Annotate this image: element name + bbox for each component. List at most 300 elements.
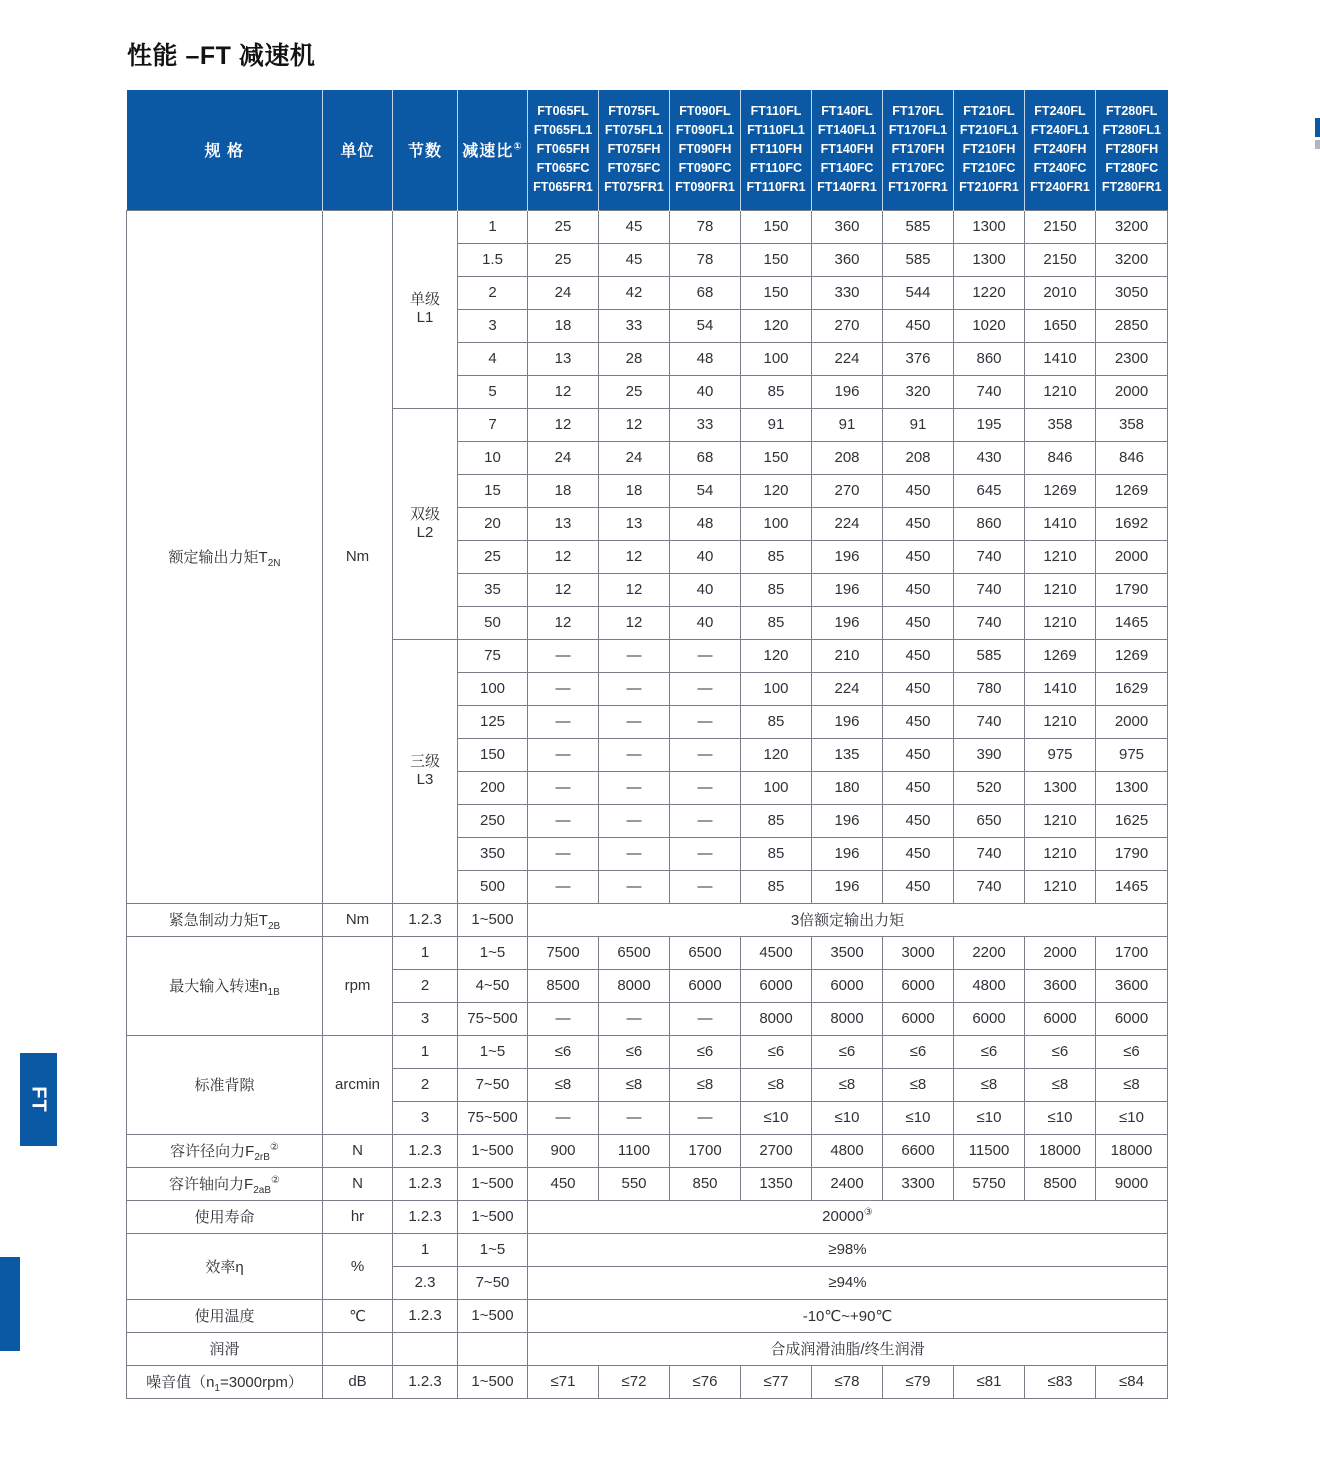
value-cell: ≤10 — [1025, 1101, 1096, 1134]
value-cell: 91 — [812, 408, 883, 441]
value-cell: 6500 — [599, 936, 670, 969]
value-cell: 450 — [883, 705, 954, 738]
ratio-cell: 1~5 — [458, 1233, 528, 1266]
value-cell: 6500 — [670, 936, 741, 969]
value-cell: 1210 — [1025, 606, 1096, 639]
value-cell: 12 — [528, 573, 599, 606]
value-cell: 18 — [528, 309, 599, 342]
value-cell: 120 — [741, 738, 812, 771]
value-cell: 40 — [670, 573, 741, 606]
row-label: 使用寿命 — [127, 1200, 323, 1233]
value-cell: 120 — [741, 309, 812, 342]
value-cell: 450 — [883, 804, 954, 837]
value-cell: — — [528, 738, 599, 771]
value-cell: — — [670, 771, 741, 804]
ratio-cell: 20 — [458, 507, 528, 540]
value-cell: 13 — [528, 342, 599, 375]
value-cell: 2150 — [1025, 243, 1096, 276]
value-cell: ≤76 — [670, 1365, 741, 1398]
value-cell: ≤8 — [741, 1068, 812, 1101]
value-cell: 120 — [741, 474, 812, 507]
value-cell: 6000 — [1096, 1002, 1168, 1035]
value-cell: 150 — [741, 210, 812, 243]
value-cell: 18 — [599, 474, 670, 507]
stages-cell: 2 — [393, 969, 458, 1002]
value-cell: ≤10 — [741, 1101, 812, 1134]
value-cell: 18 — [528, 474, 599, 507]
value-cell: 585 — [954, 639, 1025, 672]
value-cell: ≤77 — [741, 1365, 812, 1398]
value-cell: 78 — [670, 210, 741, 243]
col-header-model: FT240FL FT240FL1 FT240FH FT240FC FT240FR1 — [1025, 90, 1096, 210]
value-cell: — — [528, 804, 599, 837]
value-cell: 1220 — [954, 276, 1025, 309]
value-cell: 100 — [741, 771, 812, 804]
value-cell: 224 — [812, 342, 883, 375]
ratio-cell: 1~500 — [458, 1365, 528, 1398]
value-cell: 4800 — [954, 969, 1025, 1002]
unit-cell: Nm — [323, 903, 393, 936]
value-cell: 6000 — [741, 969, 812, 1002]
value-cell: ≤71 — [528, 1365, 599, 1398]
value-cell: 150 — [741, 243, 812, 276]
value-cell: 25 — [599, 375, 670, 408]
value-cell: 91 — [741, 408, 812, 441]
row-label: 噪音值$(n_1=3000rpm)$ — [127, 1365, 323, 1398]
stages-cell: 1 — [393, 936, 458, 969]
value-cell: 740 — [954, 375, 1025, 408]
value-cell: 24 — [599, 441, 670, 474]
value-cell: 376 — [883, 342, 954, 375]
value-cell: 6000 — [954, 1002, 1025, 1035]
value-cell: 3300 — [883, 1167, 954, 1200]
value-cell: 4500 — [741, 936, 812, 969]
value-cell: 54 — [670, 474, 741, 507]
value-cell: 3000 — [883, 936, 954, 969]
value-cell: 850 — [670, 1167, 741, 1200]
unit-cell: arcmin — [323, 1035, 393, 1134]
ratio-cell: 1~5 — [458, 936, 528, 969]
value-cell: 1210 — [1025, 705, 1096, 738]
col-header-model: FT140FL FT140FL1 FT140FH FT140FC FT140FR1 — [812, 90, 883, 210]
ratio-cell: 35 — [458, 573, 528, 606]
value-cell: 1692 — [1096, 507, 1168, 540]
value-cell: 3600 — [1025, 969, 1096, 1002]
value-cell: 25 — [528, 243, 599, 276]
value-cell: 2010 — [1025, 276, 1096, 309]
col-header-model: FT065FL FT065FL1 FT065FH FT065FC FT065FR1 — [528, 90, 599, 210]
ratio-cell: 5 — [458, 375, 528, 408]
value-cell: 740 — [954, 870, 1025, 903]
merged-value-cell: -10℃~+90℃ — [528, 1299, 1168, 1332]
value-cell: 6000 — [883, 969, 954, 1002]
value-cell: — — [670, 804, 741, 837]
value-cell: 1020 — [954, 309, 1025, 342]
value-cell: 2150 — [1025, 210, 1096, 243]
value-cell: 1300 — [1025, 771, 1096, 804]
value-cell: 860 — [954, 342, 1025, 375]
ratio-cell: 1~500 — [458, 1299, 528, 1332]
value-cell: 3200 — [1096, 243, 1168, 276]
value-cell: 1100 — [599, 1134, 670, 1167]
value-cell: 78 — [670, 243, 741, 276]
value-cell: 1790 — [1096, 837, 1168, 870]
ratio-cell: 7~50 — [458, 1266, 528, 1299]
ratio-cell: 10 — [458, 441, 528, 474]
value-cell: ≤8 — [954, 1068, 1025, 1101]
value-cell: 85 — [741, 870, 812, 903]
unit-cell: N — [323, 1167, 393, 1200]
value-cell: 450 — [883, 507, 954, 540]
value-cell: 550 — [599, 1167, 670, 1200]
ratio-cell: 50 — [458, 606, 528, 639]
unit-cell: rpm — [323, 936, 393, 1035]
value-cell: 6000 — [1025, 1002, 1096, 1035]
value-cell: 330 — [812, 276, 883, 309]
ratio-cell: 7 — [458, 408, 528, 441]
value-cell: 135 — [812, 738, 883, 771]
stages-cell: 1.2.3 — [393, 1299, 458, 1332]
value-cell: 450 — [883, 639, 954, 672]
value-cell: ≤8 — [883, 1068, 954, 1101]
ratio-cell: 4~50 — [458, 969, 528, 1002]
value-cell: 8500 — [1025, 1167, 1096, 1200]
value-cell: 450 — [883, 474, 954, 507]
value-cell: 40 — [670, 375, 741, 408]
ratio-cell — [458, 1332, 528, 1365]
value-cell: 195 — [954, 408, 1025, 441]
ratio-cell: 150 — [458, 738, 528, 771]
ratio-cell: 7~50 — [458, 1068, 528, 1101]
table-row — [127, 1365, 1168, 1398]
page-title: 性能 –FT 减速机 — [127, 42, 316, 70]
value-cell: ≤6 — [741, 1035, 812, 1068]
stages-cell: 2.3 — [393, 1266, 458, 1299]
value-cell: — — [528, 639, 599, 672]
row-label: 额定输出力矩$T_{2N}$ — [127, 210, 323, 903]
value-cell: ≤6 — [1025, 1035, 1096, 1068]
value-cell: 85 — [741, 837, 812, 870]
value-cell: — — [528, 771, 599, 804]
value-cell: 8000 — [741, 1002, 812, 1035]
ratio-cell: 350 — [458, 837, 528, 870]
value-cell: — — [599, 870, 670, 903]
unit-cell: N — [323, 1134, 393, 1167]
value-cell: 13 — [599, 507, 670, 540]
value-cell: ≤6 — [1096, 1035, 1168, 1068]
col-header-model: FT110FL FT110FL1 FT110FH FT110FC FT110FR1 — [741, 90, 812, 210]
value-cell: 12 — [599, 606, 670, 639]
value-cell: 2850 — [1096, 309, 1168, 342]
value-cell: 740 — [954, 573, 1025, 606]
value-cell: 5750 — [954, 1167, 1025, 1200]
value-cell: 450 — [883, 672, 954, 705]
value-cell: 2000 — [1096, 705, 1168, 738]
value-cell: 520 — [954, 771, 1025, 804]
stages-cell — [393, 1332, 458, 1365]
value-cell: — — [528, 705, 599, 738]
value-cell: 3200 — [1096, 210, 1168, 243]
unit-cell: hr — [323, 1200, 393, 1233]
value-cell: 196 — [812, 837, 883, 870]
value-cell: 1210 — [1025, 540, 1096, 573]
ratio-cell: 1~500 — [458, 1200, 528, 1233]
value-cell: 3050 — [1096, 276, 1168, 309]
value-cell: 358 — [1025, 408, 1096, 441]
value-cell: 1300 — [954, 243, 1025, 276]
ft-section-tab — [20, 1053, 57, 1146]
value-cell: 9000 — [1096, 1167, 1168, 1200]
stages-cell: 1.2.3 — [393, 903, 458, 936]
col-header-model: FT075FL FT075FL1 FT075FH FT075FC FT075FR1 — [599, 90, 670, 210]
table-row — [127, 1332, 1168, 1365]
merged-value-cell: ≥94% — [528, 1266, 1168, 1299]
value-cell: 1700 — [670, 1134, 741, 1167]
value-cell: 42 — [599, 276, 670, 309]
value-cell: 1350 — [741, 1167, 812, 1200]
table-row — [127, 1134, 1168, 1167]
value-cell: 846 — [1096, 441, 1168, 474]
value-cell: ≤83 — [1025, 1365, 1096, 1398]
merged-value-cell: ≥98% — [528, 1233, 1168, 1266]
value-cell: 6000 — [670, 969, 741, 1002]
value-cell: — — [670, 837, 741, 870]
value-cell: — — [599, 738, 670, 771]
table-row — [127, 1035, 1168, 1068]
value-cell: 12 — [599, 540, 670, 573]
value-cell: 358 — [1096, 408, 1168, 441]
value-cell: 12 — [528, 375, 599, 408]
value-cell: 85 — [741, 705, 812, 738]
value-cell: 12 — [528, 540, 599, 573]
value-cell: — — [670, 639, 741, 672]
ratio-cell: 25 — [458, 540, 528, 573]
value-cell: — — [670, 870, 741, 903]
value-cell: 48 — [670, 507, 741, 540]
value-cell: ≤6 — [954, 1035, 1025, 1068]
value-cell: 208 — [883, 441, 954, 474]
value-cell: 360 — [812, 210, 883, 243]
ratio-cell: 250 — [458, 804, 528, 837]
value-cell: 320 — [883, 375, 954, 408]
value-cell: 150 — [741, 276, 812, 309]
value-cell: 150 — [741, 441, 812, 474]
merged-value-cell: 3倍额定输出力矩 — [528, 903, 1168, 936]
value-cell: — — [528, 837, 599, 870]
value-cell: 450 — [883, 309, 954, 342]
row-label: 标准背隙 — [127, 1035, 323, 1134]
ratio-cell: 1~500 — [458, 903, 528, 936]
value-cell: 2300 — [1096, 342, 1168, 375]
value-cell: — — [670, 1002, 741, 1035]
value-cell: — — [599, 672, 670, 705]
value-cell: 13 — [528, 507, 599, 540]
value-cell: ≤72 — [599, 1365, 670, 1398]
value-cell: 24 — [528, 441, 599, 474]
table-row — [127, 936, 1168, 969]
value-cell: 45 — [599, 243, 670, 276]
value-cell: — — [670, 672, 741, 705]
value-cell: ≤10 — [883, 1101, 954, 1134]
unit-cell — [323, 1332, 393, 1365]
ratio-cell: 1~5 — [458, 1035, 528, 1068]
value-cell: 100 — [741, 507, 812, 540]
value-cell: 585 — [883, 210, 954, 243]
ratio-cell: 4 — [458, 342, 528, 375]
table-row — [127, 1200, 1168, 1233]
value-cell: 740 — [954, 837, 1025, 870]
value-cell: 1300 — [954, 210, 1025, 243]
ratio-cell: 100 — [458, 672, 528, 705]
unit-cell: Nm — [323, 210, 393, 903]
row-label: 最大输入转速$n_{1B}$ — [127, 936, 323, 1035]
value-cell: 1210 — [1025, 837, 1096, 870]
value-cell: ≤8 — [812, 1068, 883, 1101]
value-cell: ≤84 — [1096, 1365, 1168, 1398]
value-cell: — — [528, 672, 599, 705]
value-cell: 2400 — [812, 1167, 883, 1200]
unit-cell: dB — [323, 1365, 393, 1398]
value-cell: 68 — [670, 276, 741, 309]
value-cell: 8000 — [812, 1002, 883, 1035]
spec-table — [126, 90, 1168, 1399]
row-label: 使用温度 — [127, 1299, 323, 1332]
ratio-cell: 75~500 — [458, 1002, 528, 1035]
value-cell: — — [670, 705, 741, 738]
value-cell: 544 — [883, 276, 954, 309]
ratio-cell: 1.5 — [458, 243, 528, 276]
value-cell: 1790 — [1096, 573, 1168, 606]
value-cell: 6000 — [883, 1002, 954, 1035]
value-cell: 8000 — [599, 969, 670, 1002]
value-cell: 48 — [670, 342, 741, 375]
value-cell: 1300 — [1096, 771, 1168, 804]
value-cell: 360 — [812, 243, 883, 276]
value-cell: 585 — [883, 243, 954, 276]
left-edge-bar — [0, 1257, 20, 1351]
value-cell: ≤8 — [1025, 1068, 1096, 1101]
value-cell: 11500 — [954, 1134, 1025, 1167]
value-cell: ≤81 — [954, 1365, 1025, 1398]
table-row — [127, 903, 1168, 936]
stages-cell: 三级 L3 — [393, 639, 458, 903]
value-cell: 450 — [883, 540, 954, 573]
row-label: 润滑 — [127, 1332, 323, 1365]
stages-cell: 3 — [393, 1002, 458, 1035]
stages-cell: 单级 L1 — [393, 210, 458, 408]
stages-cell: 1.2.3 — [393, 1200, 458, 1233]
value-cell: — — [670, 1101, 741, 1134]
value-cell: ≤6 — [528, 1035, 599, 1068]
row-label: 紧急制动力矩$T_{2B}$ — [127, 903, 323, 936]
value-cell: 450 — [883, 606, 954, 639]
value-cell: ≤79 — [883, 1365, 954, 1398]
value-cell: 224 — [812, 672, 883, 705]
value-cell: 25 — [528, 210, 599, 243]
value-cell: 8500 — [528, 969, 599, 1002]
col-header-model: FT170FL FT170FL1 FT170FH FT170FC FT170FR1 — [883, 90, 954, 210]
value-cell: 900 — [528, 1134, 599, 1167]
ratio-cell: 1~500 — [458, 1134, 528, 1167]
value-cell: 100 — [741, 672, 812, 705]
ft-section-tab-label: FT — [28, 1086, 50, 1113]
value-cell: 33 — [599, 309, 670, 342]
ratio-cell: 200 — [458, 771, 528, 804]
value-cell: 3600 — [1096, 969, 1168, 1002]
value-cell: 196 — [812, 870, 883, 903]
ratio-cell: 500 — [458, 870, 528, 903]
value-cell: 975 — [1025, 738, 1096, 771]
value-cell: 390 — [954, 738, 1025, 771]
value-cell: — — [599, 639, 670, 672]
unit-cell: ℃ — [323, 1299, 393, 1332]
value-cell: ≤6 — [599, 1035, 670, 1068]
header-row — [127, 90, 1168, 210]
value-cell: 1210 — [1025, 375, 1096, 408]
value-cell: ≤8 — [528, 1068, 599, 1101]
value-cell: 740 — [954, 540, 1025, 573]
value-cell: 33 — [670, 408, 741, 441]
col-header-ratio: 减速比① — [458, 90, 528, 210]
value-cell: 12 — [528, 606, 599, 639]
value-cell: 450 — [883, 870, 954, 903]
value-cell: 740 — [954, 606, 1025, 639]
value-cell: 1465 — [1096, 606, 1168, 639]
value-cell: 91 — [883, 408, 954, 441]
value-cell: ≤6 — [670, 1035, 741, 1068]
value-cell: 3500 — [812, 936, 883, 969]
value-cell: — — [599, 705, 670, 738]
ratio-cell: 125 — [458, 705, 528, 738]
value-cell: 2700 — [741, 1134, 812, 1167]
value-cell: 270 — [812, 309, 883, 342]
value-cell: 1629 — [1096, 672, 1168, 705]
stages-cell: 3 — [393, 1101, 458, 1134]
ratio-cell: 1~500 — [458, 1167, 528, 1200]
value-cell: 1210 — [1025, 804, 1096, 837]
value-cell: 270 — [812, 474, 883, 507]
value-cell: 28 — [599, 342, 670, 375]
value-cell: 224 — [812, 507, 883, 540]
stages-cell: 1.2.3 — [393, 1365, 458, 1398]
value-cell: — — [670, 738, 741, 771]
value-cell: — — [599, 771, 670, 804]
value-cell: ≤78 — [812, 1365, 883, 1398]
value-cell: 450 — [883, 837, 954, 870]
value-cell: 450 — [883, 771, 954, 804]
value-cell: 650 — [954, 804, 1025, 837]
value-cell: 85 — [741, 606, 812, 639]
merged-value-cell: 20000③ — [528, 1200, 1168, 1233]
ratio-cell: 15 — [458, 474, 528, 507]
value-cell: 2200 — [954, 936, 1025, 969]
value-cell: ≤8 — [599, 1068, 670, 1101]
value-cell: 860 — [954, 507, 1025, 540]
unit-cell: % — [323, 1233, 393, 1299]
spec-table-head — [127, 90, 1168, 210]
table-row — [127, 210, 1168, 243]
col-header-model: FT090FL FT090FL1 FT090FH FT090FC FT090FR1 — [670, 90, 741, 210]
value-cell: 1650 — [1025, 309, 1096, 342]
value-cell: ≤6 — [883, 1035, 954, 1068]
value-cell: 2000 — [1096, 540, 1168, 573]
value-cell: 24 — [528, 276, 599, 309]
table-row — [127, 1167, 1168, 1200]
value-cell: — — [528, 870, 599, 903]
value-cell: 196 — [812, 375, 883, 408]
col-header-model: FT280FL FT280FL1 FT280FH FT280FC FT280FR1 — [1096, 90, 1168, 210]
spec-table-body — [127, 210, 1168, 1398]
